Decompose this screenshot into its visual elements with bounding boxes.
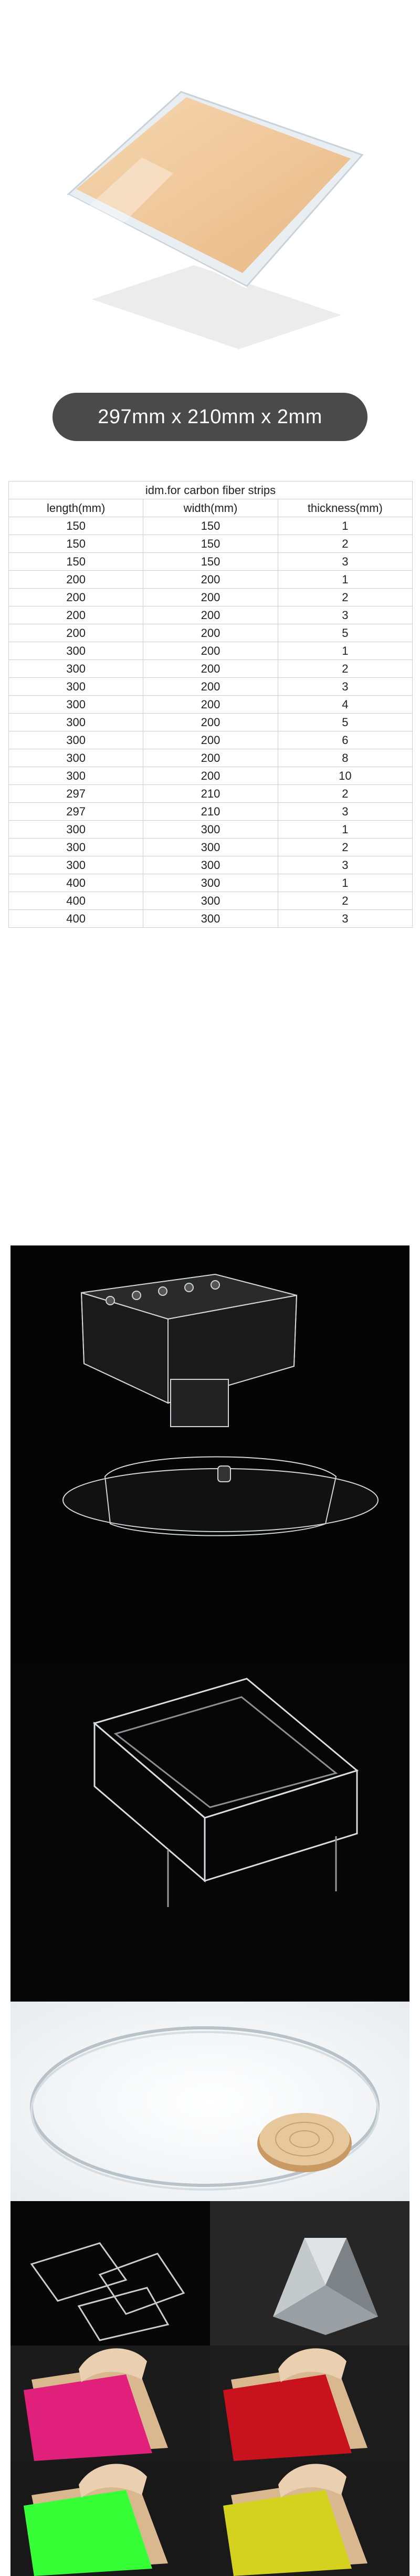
cell-length: 300 [9, 749, 143, 767]
cell-width: 200 [143, 589, 278, 606]
table-row [9, 856, 413, 874]
table-row [9, 624, 413, 642]
table-row [9, 749, 413, 767]
table-row [9, 910, 413, 928]
table-row [9, 767, 413, 785]
clear-acrylic-frame-photo [10, 1666, 410, 2002]
cell-thickness: 5 [278, 624, 412, 642]
cell-length: 200 [9, 589, 143, 606]
table-row [9, 874, 413, 892]
cell-length: 200 [9, 571, 143, 589]
clear-acrylic-disc-photo [10, 2002, 410, 2201]
table-row [9, 642, 413, 660]
clear-acrylic-box-photo [10, 1245, 410, 1666]
cell-thickness: 3 [278, 803, 412, 821]
cell-length: 300 [9, 731, 143, 749]
cell-width: 300 [143, 892, 278, 910]
column-header-length: length(mm) [9, 499, 143, 517]
table-row [9, 553, 413, 571]
cell-width: 300 [143, 856, 278, 874]
cell-thickness: 8 [278, 749, 412, 767]
cell-length: 300 [9, 767, 143, 785]
cell-length: 150 [9, 517, 143, 535]
cell-thickness: 3 [278, 910, 412, 928]
cell-length: 300 [9, 678, 143, 696]
cell-thickness: 1 [278, 571, 412, 589]
cell-thickness: 3 [278, 856, 412, 874]
table-row [9, 696, 413, 714]
cell-length: 400 [9, 874, 143, 892]
cell-width: 300 [143, 839, 278, 856]
cell-width: 200 [143, 606, 278, 624]
cell-width: 200 [143, 714, 278, 731]
cell-thickness: 2 [278, 785, 412, 803]
cell-length: 200 [9, 624, 143, 642]
cell-length: 300 [9, 839, 143, 856]
cell-thickness: 2 [278, 535, 412, 553]
cell-width: 150 [143, 535, 278, 553]
table-row [9, 714, 413, 731]
cell-thickness: 3 [278, 606, 412, 624]
cell-width: 200 [143, 642, 278, 660]
cell-width: 200 [143, 624, 278, 642]
cell-thickness: 1 [278, 517, 412, 535]
cell-thickness: 2 [278, 660, 412, 678]
hero-product-image [0, 0, 420, 378]
table-title: idm.for carbon fiber strips [9, 481, 413, 499]
cell-thickness: 2 [278, 892, 412, 910]
cell-width: 300 [143, 874, 278, 892]
cell-width: 200 [143, 660, 278, 678]
table-row [9, 535, 413, 553]
cell-length: 300 [9, 642, 143, 660]
table-row [9, 731, 413, 749]
cell-length: 150 [9, 535, 143, 553]
cell-thickness: 5 [278, 714, 412, 731]
table-row [9, 589, 413, 606]
cell-width: 200 [143, 767, 278, 785]
cell-length: 400 [9, 892, 143, 910]
cell-length: 200 [9, 606, 143, 624]
cell-thickness: 3 [278, 553, 412, 571]
table-row [9, 839, 413, 856]
cell-width: 200 [143, 571, 278, 589]
table-row [9, 892, 413, 910]
cell-length: 297 [9, 803, 143, 821]
cell-length: 300 [9, 660, 143, 678]
cell-width: 200 [143, 731, 278, 749]
table-row [9, 606, 413, 624]
cell-thickness: 2 [278, 589, 412, 606]
cell-width: 300 [143, 910, 278, 928]
cell-thickness: 4 [278, 696, 412, 714]
table-row [9, 678, 413, 696]
cell-width: 210 [143, 803, 278, 821]
table-row [9, 660, 413, 678]
cell-thickness: 3 [278, 678, 412, 696]
cell-thickness: 1 [278, 821, 412, 839]
cell-thickness: 1 [278, 642, 412, 660]
cell-width: 200 [143, 749, 278, 767]
table-row [9, 821, 413, 839]
cell-width: 200 [143, 678, 278, 696]
cell-length: 300 [9, 696, 143, 714]
cell-length: 150 [9, 553, 143, 571]
cell-length: 297 [9, 785, 143, 803]
cell-thickness: 10 [278, 767, 412, 785]
cell-width: 210 [143, 785, 278, 803]
cell-width: 150 [143, 553, 278, 571]
cell-length: 300 [9, 821, 143, 839]
product-photo-grid [10, 2201, 410, 2576]
cell-length: 400 [9, 910, 143, 928]
table-row [9, 517, 413, 535]
table-row [9, 785, 413, 803]
cell-length: 300 [9, 856, 143, 874]
column-header-thickness: thickness(mm) [278, 499, 412, 517]
column-header-width: width(mm) [143, 499, 278, 517]
cell-thickness: 2 [278, 839, 412, 856]
spec-table [8, 481, 413, 928]
size-label: 297mm x 210mm x 2mm [52, 393, 368, 441]
cell-width: 300 [143, 821, 278, 839]
table-row [9, 571, 413, 589]
cell-width: 200 [143, 696, 278, 714]
cell-thickness: 6 [278, 731, 412, 749]
cell-length: 300 [9, 714, 143, 731]
table-row [9, 803, 413, 821]
cell-width: 150 [143, 517, 278, 535]
cell-thickness: 1 [278, 874, 412, 892]
